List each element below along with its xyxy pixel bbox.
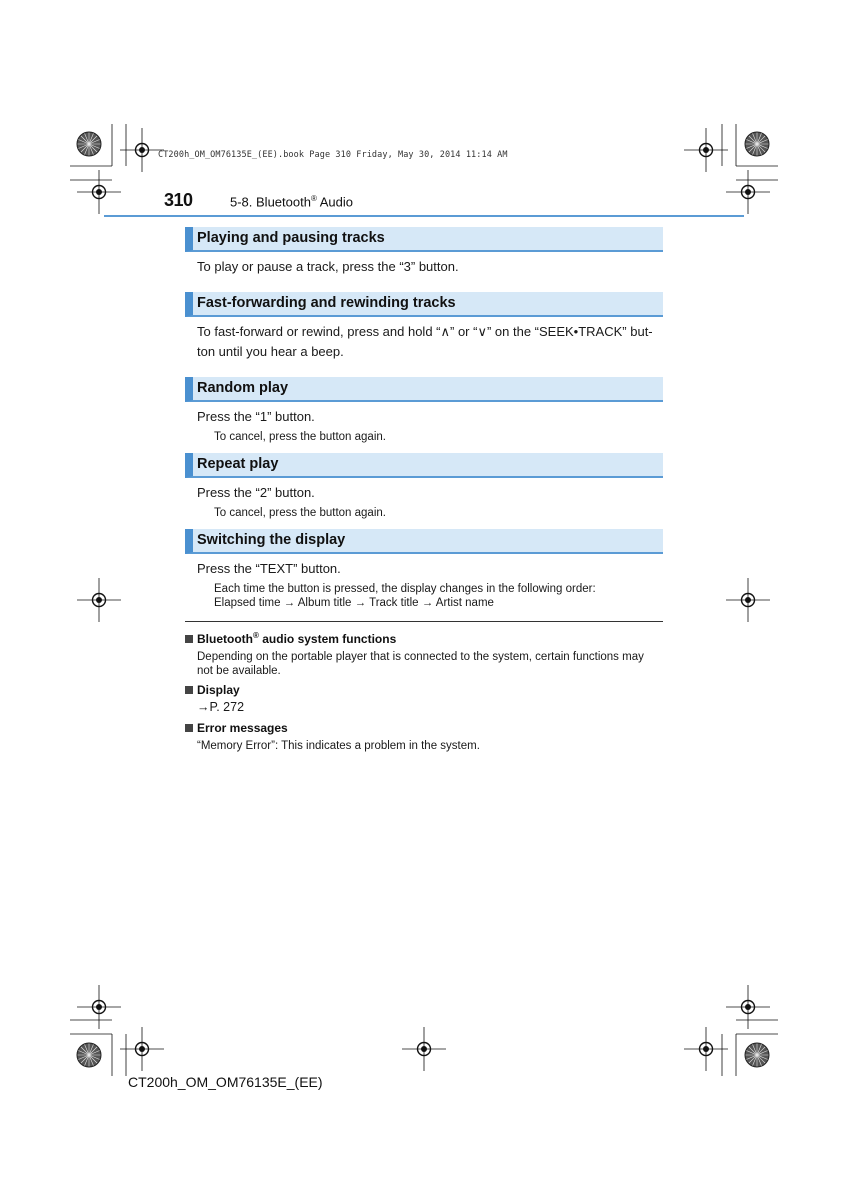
info-head-text: Error messages	[197, 721, 288, 735]
info-body-error: “Memory Error”: This indicates a problem in the system.	[197, 740, 480, 752]
print-slug: CT200h_OM_OM76135E_(EE).book Page 310 Friday, May 30, 2014 11:14 AM	[158, 150, 508, 160]
registration-cross-icon	[684, 1027, 728, 1071]
registration-cross-icon	[120, 1027, 164, 1071]
registration-cross-icon	[726, 985, 770, 1029]
section-title-text: 5-8. Bluetooth	[230, 194, 311, 210]
subheading-random: Random play	[185, 377, 663, 402]
registration-wheel-icon	[77, 1043, 101, 1067]
registration-cross-icon	[77, 985, 121, 1029]
info-head-text: Bluetooth	[197, 632, 253, 646]
running-section-title	[230, 194, 353, 209]
page-content	[185, 227, 663, 753]
info-head-suffix: audio system functions	[258, 632, 397, 646]
paragraph-display: Press the “TEXT” button.	[197, 561, 341, 576]
note-repeat: To cancel, press the button again.	[214, 507, 386, 519]
info-head-display	[185, 682, 663, 698]
info-head-bluetooth	[185, 628, 663, 647]
paragraph-repeat: Press the “2” button.	[197, 485, 315, 500]
registration-wheel-icon	[745, 132, 769, 156]
square-bullet-icon	[185, 635, 193, 643]
info-body-bluetooth: Depending on the portable player that is connected to the system, certain functions may not be available.	[197, 651, 644, 677]
square-bullet-icon	[185, 686, 193, 694]
registered-mark: ®	[253, 631, 259, 640]
info-divider	[185, 621, 663, 622]
info-head-error	[185, 720, 663, 736]
paragraph-seek: To fast-forward or rewind, press and hold “∧” or “∨” on the “SEEK•TRACK” but-ton until you hear a beep.	[197, 324, 653, 359]
header-rule	[104, 215, 744, 217]
registration-cross-icon	[77, 170, 121, 214]
subheading-display: Switching the display	[185, 529, 663, 554]
info-head-text: Display	[197, 683, 240, 697]
registration-wheel-icon	[77, 132, 101, 156]
subheading-playing: Playing and pausing tracks	[185, 227, 663, 252]
section-title-suffix: Audio	[316, 194, 354, 210]
registered-mark: ®	[310, 194, 317, 203]
note-random: To cancel, press the button again.	[214, 431, 386, 443]
info-body-display: →P. 272	[197, 700, 245, 714]
registration-cross-icon	[77, 578, 121, 622]
paragraph-random: Press the “1” button.	[197, 409, 315, 424]
registration-cross-icon	[726, 170, 770, 214]
note-display-line1: Each time the button is pressed, the display changes in the following order:	[214, 583, 596, 595]
registration-cross-icon	[726, 578, 770, 622]
registration-cross-icon	[402, 1027, 446, 1071]
footer-code: CT200h_OM_OM76135E_(EE)	[128, 1074, 323, 1090]
registration-cross-icon	[684, 128, 728, 172]
page-number: 310	[164, 190, 193, 210]
subheading-seek: Fast-forwarding and rewinding tracks	[185, 292, 663, 317]
subheading-repeat: Repeat play	[185, 453, 663, 478]
registration-wheel-icon	[745, 1043, 769, 1067]
note-display-line2: Elapsed time → Album title → Track title → Artist name	[214, 597, 494, 609]
paragraph-playing: To play or pause a track, press the “3” button.	[197, 259, 459, 274]
square-bullet-icon	[185, 724, 193, 732]
